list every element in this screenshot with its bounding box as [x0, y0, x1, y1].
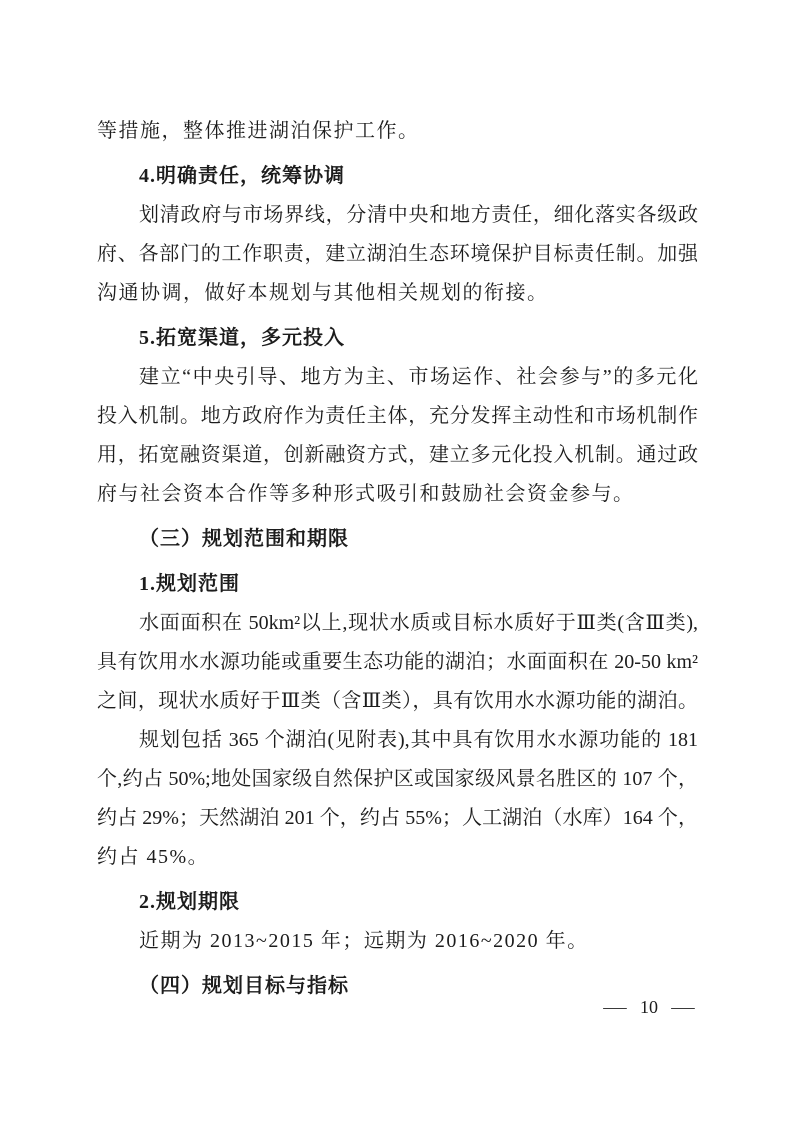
heading-line: 4.明确责任，统筹协调: [139, 165, 345, 187]
heading-line: （三）规划范围和期限: [139, 528, 349, 550]
text-line: 具有饮用水水源功能或重要生态功能的湖泊；水面面积在 20-50 km²: [97, 651, 698, 673]
text-line: 规划包括 365 个湖泊(见附表),其中具有饮用水水源功能的 181: [139, 729, 698, 751]
footer-dash-left: —: [603, 997, 627, 1017]
text-line: 建立“中央引导、地方为主、市场运作、社会参与”的多元化: [139, 366, 698, 388]
text-line: 约占 45%。: [97, 846, 210, 868]
heading-line: 1.规划范围: [139, 573, 240, 595]
text-line: 之间，现状水质好于Ⅲ类（含Ⅲ类），具有饮用水水源功能的湖泊。: [97, 690, 698, 712]
heading-line: 5.拓宽渠道，多元投入: [139, 327, 345, 349]
text-line: 府、各部门的工作职责，建立湖泊生态环境保护目标责任制。加强: [97, 243, 698, 265]
text-line: 用，拓宽融资渠道，创新融资方式，建立多元化投入机制。通过政: [97, 444, 698, 466]
page-footer: [0, 997, 794, 1018]
text-line: 个,约占 50%;地处国家级自然保护区或国家级风景名胜区的 107 个，: [97, 768, 698, 790]
text-line: 约占 29%；天然湖泊 201 个，约占 55%；人工湖泊（水库）164 个，: [97, 807, 698, 829]
text-line: 水面面积在 50km²以上,现状水质或目标水质好于Ⅲ类(含Ⅲ类),: [139, 612, 698, 634]
heading-line: 2.规划期限: [139, 891, 240, 913]
text-line: 沟通协调，做好本规划与其他相关规划的衔接。: [97, 282, 549, 304]
text-line: 投入机制。地方政府作为责任主体，充分发挥主动性和市场机制作: [97, 405, 698, 427]
text-line: 近期为 2013~2015 年；远期为 2016~2020 年。: [139, 930, 589, 952]
text-line: 府与社会资本合作等多种形式吸引和鼓励社会资金参与。: [97, 483, 635, 505]
page-number: 10: [640, 997, 658, 1017]
text-line: 等措施，整体推进湖泊保护工作。: [97, 120, 420, 142]
heading-line: （四）规划目标与指标: [139, 975, 349, 997]
document-lines: [97, 112, 698, 1006]
text-line: 划清政府与市场界线，分清中央和地方责任，细化落实各级政: [139, 204, 698, 226]
footer-dash-right: —: [671, 997, 695, 1017]
